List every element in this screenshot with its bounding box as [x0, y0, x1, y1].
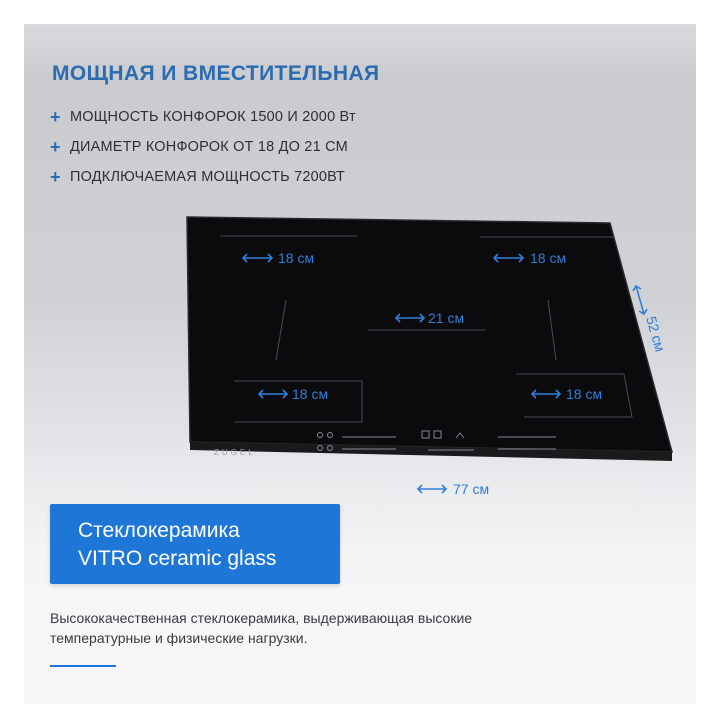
arrow-icon	[418, 485, 446, 493]
feature-text: ПОДКЛЮЧАЕМАЯ МОЩНОСТЬ 7200ВТ	[70, 169, 346, 185]
depth-label: 52 см	[643, 314, 669, 354]
brand-logo: ZUGEL	[214, 448, 256, 457]
plus-icon: +	[50, 166, 61, 187]
plus-icon: +	[50, 106, 61, 127]
zone-size-label: 18 см	[292, 386, 329, 402]
feature-text: ДИАМЕТР КОНФОРОК ОТ 18 ДО 21 СМ	[70, 139, 348, 155]
zone-size-label: 18 см	[278, 250, 315, 266]
description-text: Высококачественная стеклокерамика, выдерживающая высокие температурные и физические нагрузки.	[50, 610, 473, 646]
accent-divider	[50, 665, 116, 667]
product-card	[24, 24, 696, 704]
plus-icon: +	[50, 136, 61, 157]
feature-text: МОЩНОСТЬ КОНФОРОК 1500 И 2000 Вт	[70, 109, 356, 125]
badge-subtitle: VITRO ceramic glass	[78, 547, 277, 570]
arrow-icon	[633, 286, 647, 314]
badge-title: Стеклокерамика	[78, 519, 240, 542]
material-badge	[50, 504, 340, 584]
headline: МОЩНАЯ И ВМЕСТИТЕЛЬНАЯ	[52, 62, 380, 85]
width-label: 77 см	[453, 481, 490, 497]
zone-size-label: 18 см	[566, 386, 603, 402]
zone-size-label: 18 см	[530, 250, 567, 266]
cooktop-illustration	[24, 24, 696, 544]
zone-size-label: 21 см	[428, 310, 465, 326]
